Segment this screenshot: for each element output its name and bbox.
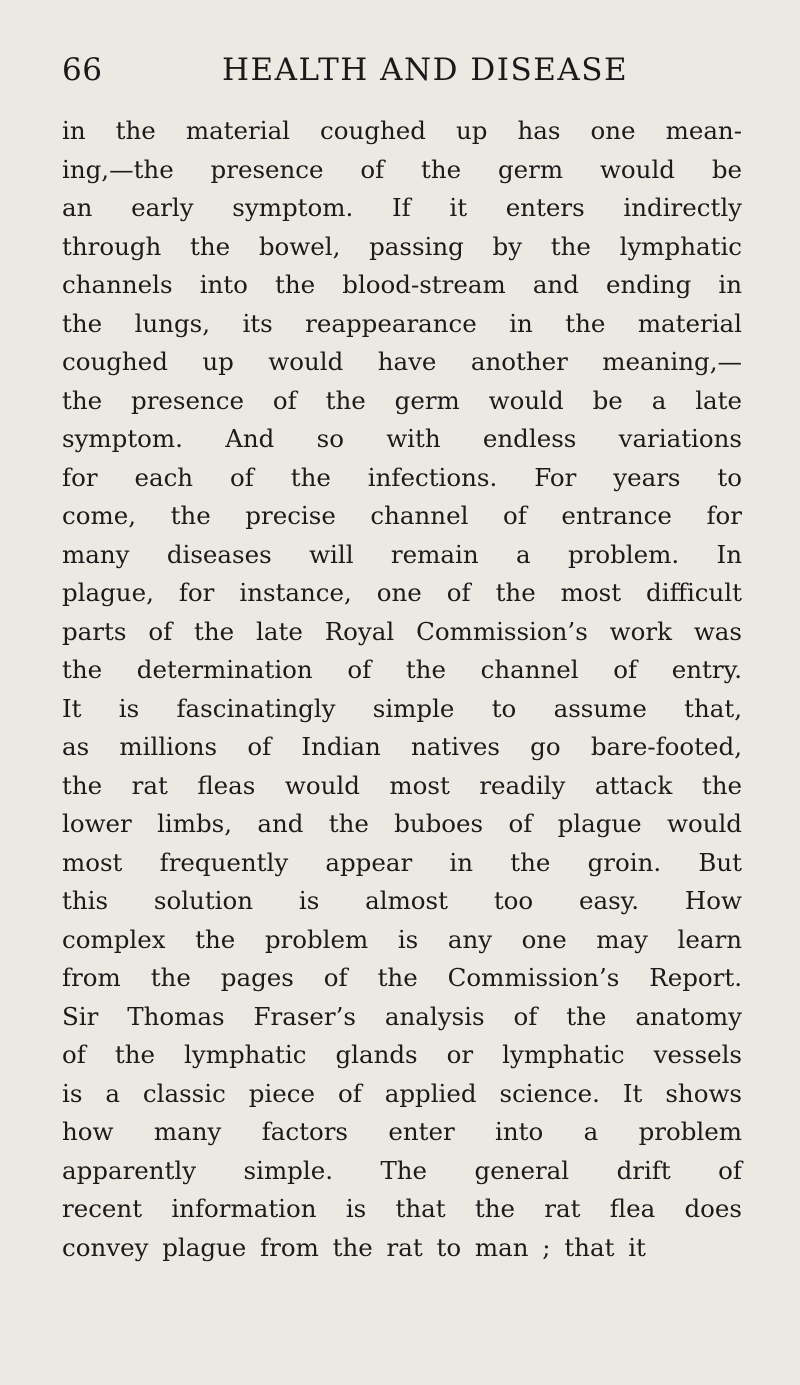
- text-line: is a classic piece of applied science. It shows: [62, 1078, 742, 1108]
- running-head: HEALTH AND DISEASE: [222, 52, 629, 88]
- text-line: channels into the blood-stream and ending in: [62, 270, 742, 299]
- page-number: 66: [62, 52, 103, 88]
- text-line: from the pages of the Commission’s Report.: [62, 963, 742, 992]
- text-line: convey plague from the rat to man ; that it: [62, 1232, 646, 1262]
- text-line: in the material coughed up has one mean-: [62, 116, 742, 145]
- page-header: [62, 52, 742, 96]
- text-line: many diseases will remain a problem. In: [62, 539, 742, 569]
- text-line: lower limbs, and the buboes of plague would: [62, 809, 742, 838]
- body-paragraph: [62, 112, 742, 1267]
- text-line: complex the problem is any one may learn: [62, 924, 742, 954]
- text-line: apparently simple. The general drift of: [62, 1155, 742, 1185]
- text-line: parts of the late Royal Commission’s work was: [62, 616, 742, 646]
- text-line: an early symptom. If it enters indirectly: [62, 193, 742, 222]
- text-line: most frequently appear in the groin. But: [62, 847, 742, 877]
- text-line: coughed up would have another meaning,—: [62, 347, 742, 376]
- text-line: the presence of the germ would be a late: [62, 385, 742, 415]
- text-line: for each of the infections. For years to: [62, 462, 742, 492]
- text-line: ing,—the presence of the germ would be: [62, 154, 742, 184]
- text-line: as millions of Indian natives go bare-footed,: [62, 732, 742, 761]
- text-line: It is fascinatingly simple to assume that,: [62, 693, 742, 723]
- text-line: plague, for instance, one of the most difficult: [62, 578, 742, 607]
- text-line: the determination of the channel of entry.: [62, 655, 742, 684]
- text-line: come, the precise channel of entrance for: [62, 501, 742, 530]
- text-line: Sir Thomas Fraser’s analysis of the anatomy: [62, 1001, 742, 1031]
- text-line: how many factors enter into a problem: [62, 1117, 742, 1146]
- text-line: this solution is almost too easy. How: [62, 886, 742, 915]
- text-line: recent information is that the rat flea does: [62, 1194, 742, 1223]
- text-line: through the bowel, passing by the lymphatic: [62, 231, 742, 261]
- text-line: of the lymphatic glands or lymphatic vessels: [62, 1040, 742, 1069]
- text-line: the rat fleas would most readily attack the: [62, 770, 742, 800]
- text-line: symptom. And so with endless variations: [62, 424, 742, 453]
- text-line: the lungs, its reappearance in the material: [62, 308, 742, 338]
